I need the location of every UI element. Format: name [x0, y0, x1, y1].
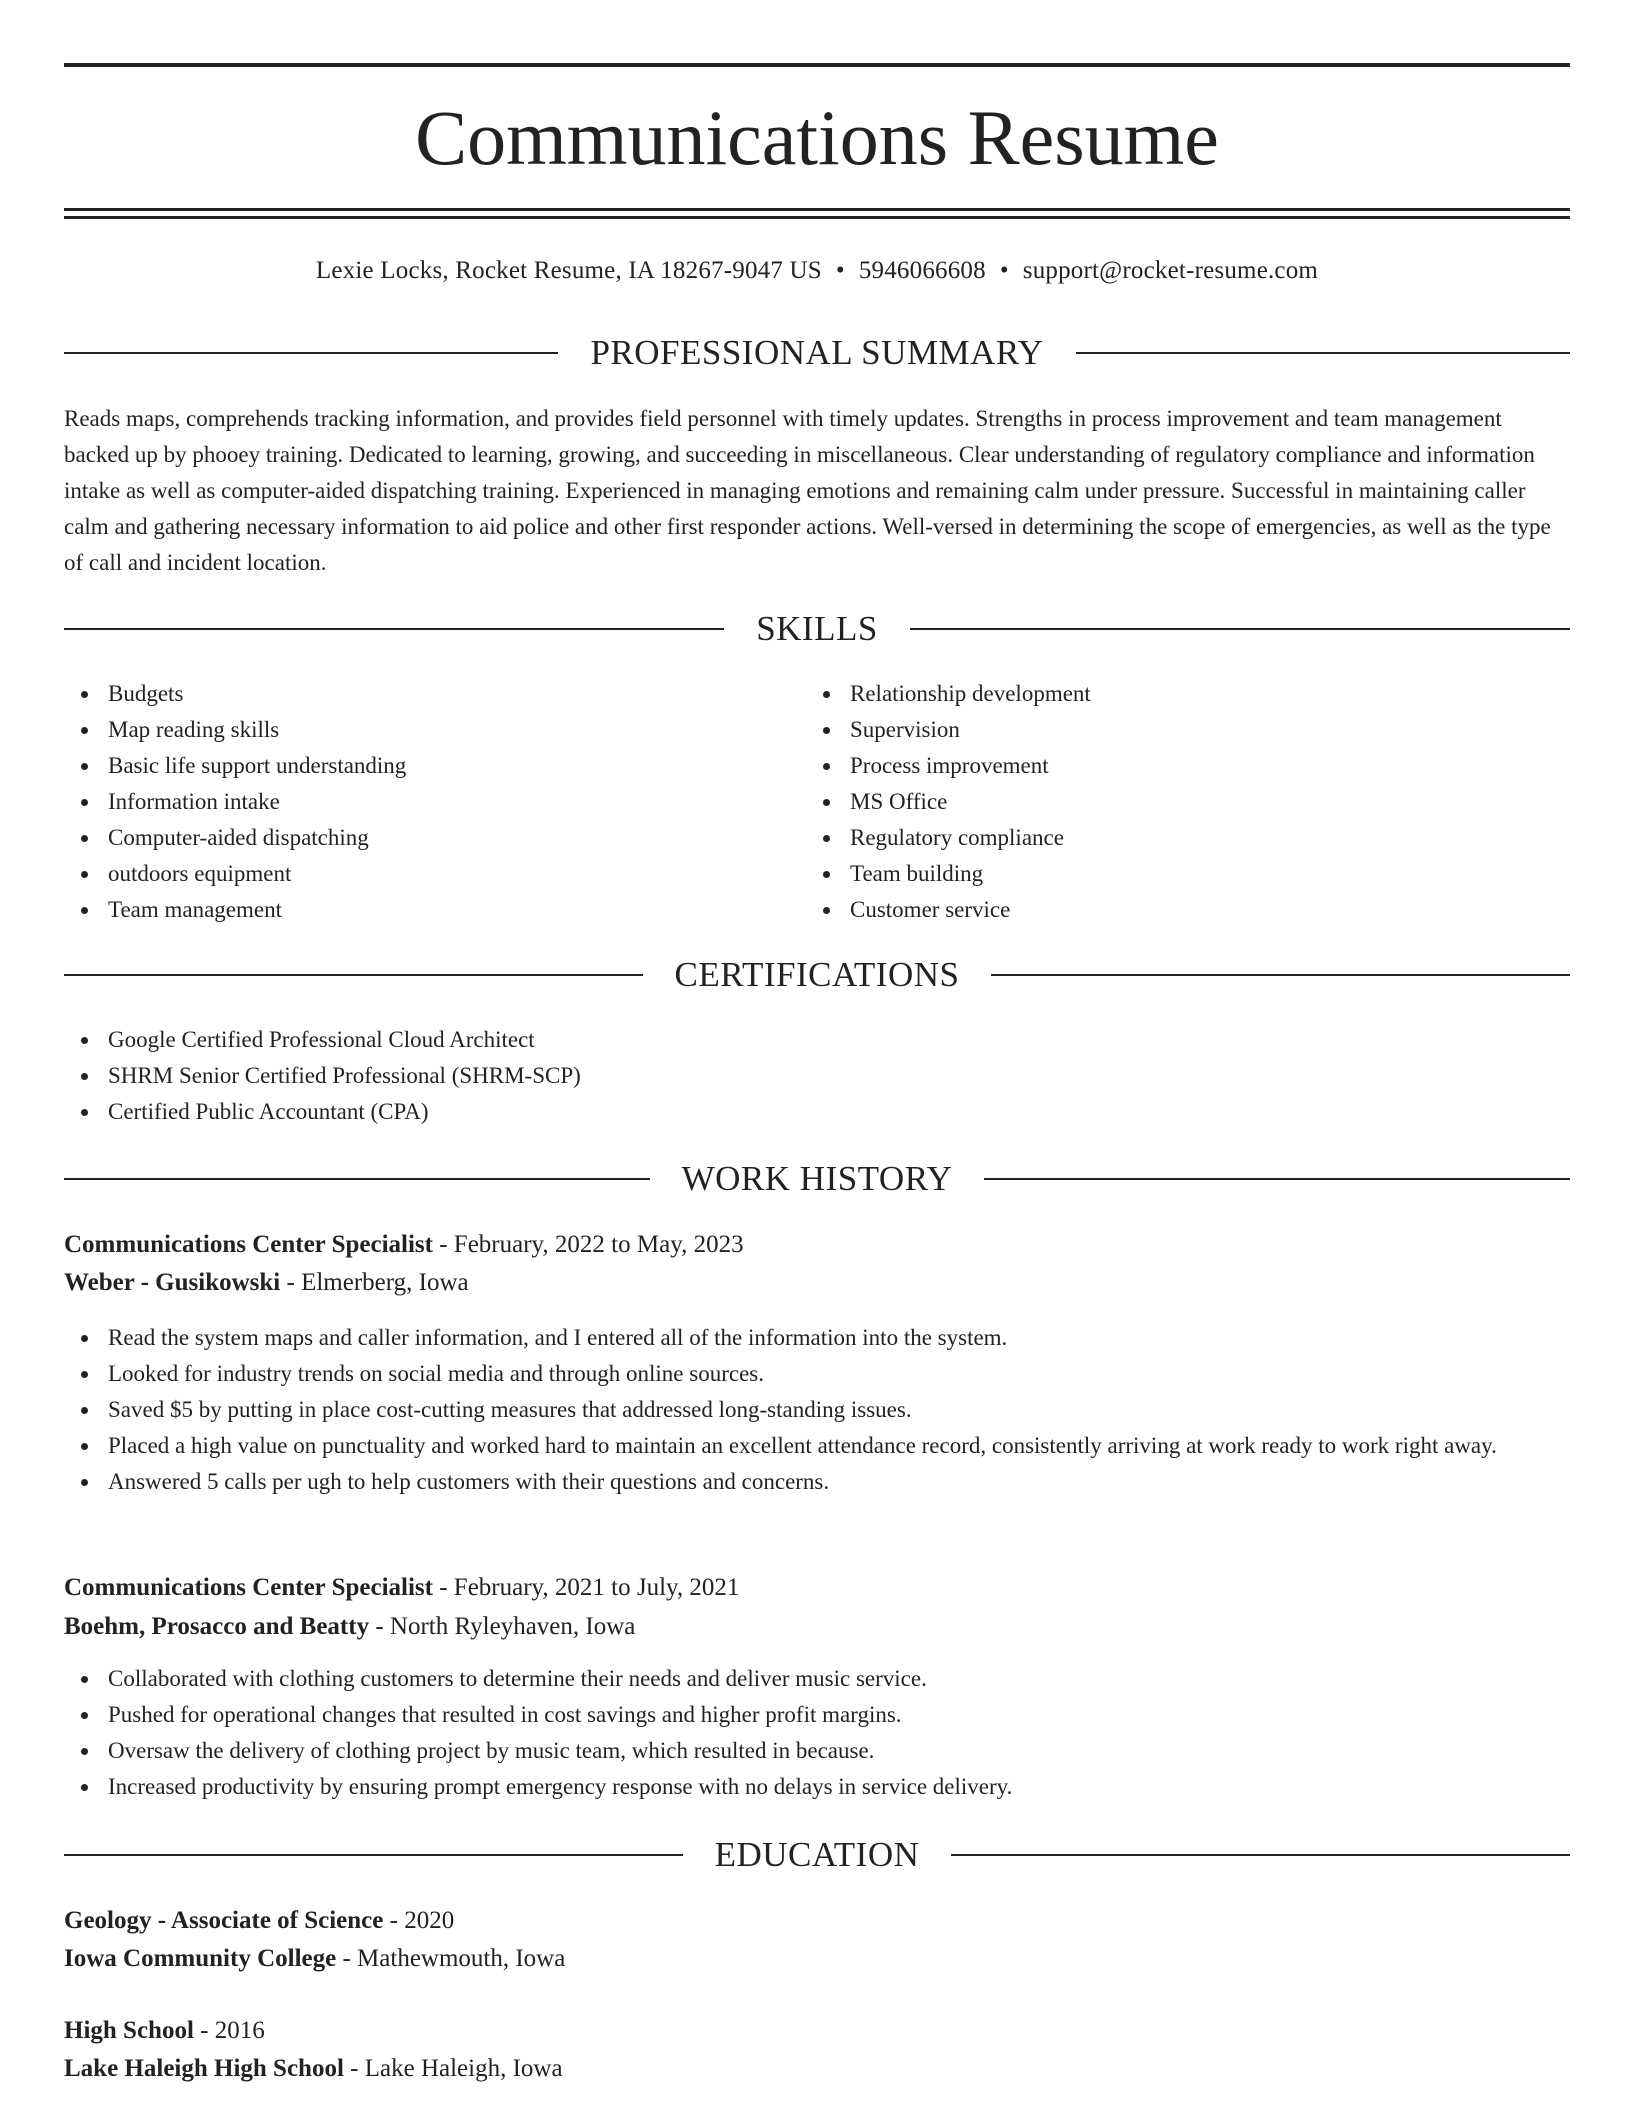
education-degree-line: [64, 1903, 1570, 1939]
certification-item: Google Certified Professional Cloud Architect: [64, 1022, 1570, 1058]
heading-rule-right: [951, 1854, 1570, 1856]
skill-item: Team management: [64, 892, 764, 928]
education-location: - Mathewmouth, Iowa: [336, 1945, 566, 1972]
heading-rule-right: [1076, 352, 1570, 354]
certifications-heading: [64, 953, 1570, 997]
title-double-rule-upper: [64, 208, 1570, 211]
skill-item: MS Office: [806, 784, 1566, 820]
job-bullets: [64, 1661, 1570, 1805]
job-company-line: [64, 1609, 1570, 1645]
certifications-list: [64, 1022, 1570, 1130]
contact-line: [64, 254, 1570, 288]
job-bullet: Increased productivity by ensuring prompt emergency response with no delays in service delivery.: [64, 1769, 1570, 1805]
top-rule: [64, 63, 1570, 67]
job-bullet: Placed a high value on punctuality and worked hard to maintain an excellent attendance record, consistently arriving at work ready to work right away.: [64, 1428, 1570, 1464]
skill-item: Supervision: [806, 712, 1566, 748]
heading-rule-right: [910, 628, 1570, 630]
education-location: - Lake Haleigh, Iowa: [343, 2055, 563, 2082]
job-bullet: Pushed for operational changes that resulted in cost savings and higher profit margins.: [64, 1697, 1570, 1733]
skill-item: Basic life support understanding: [64, 748, 764, 784]
skill-item: Customer service: [806, 892, 1566, 928]
job-location: - Elmerberg, Iowa: [280, 1269, 469, 1296]
skill-item: Relationship development: [806, 676, 1566, 712]
job-bullet: Oversaw the delivery of clothing project by music team, which resulted in because.: [64, 1733, 1570, 1769]
resume-title: Communications Resume: [415, 94, 1219, 181]
skills-heading: [64, 607, 1570, 651]
job-bullet: Answered 5 calls per ugh to help customers with their questions and concerns.: [64, 1464, 1570, 1500]
skill-item: Regulatory compliance: [806, 820, 1566, 856]
education-school-line: [64, 2051, 1570, 2087]
skill-item: Budgets: [64, 676, 764, 712]
job-bullet: Collaborated with clothing customers to determine their needs and deliver music service.: [64, 1661, 1570, 1697]
work-history-heading: [64, 1157, 1570, 1201]
job-company: Weber - Gusikowski: [64, 1269, 281, 1296]
heading-rule-left: [64, 974, 643, 976]
education-degree-line: [64, 2013, 1570, 2049]
skills-list-right: [806, 676, 1566, 928]
job-dates: - February, 2022 to May, 2023: [432, 1231, 744, 1258]
contact-separator: •: [999, 257, 1009, 284]
job-dates: - February, 2021 to July, 2021: [432, 1574, 740, 1601]
section-title: SKILLS: [756, 609, 878, 648]
education-degree: High School: [64, 2017, 194, 2044]
contact-separator: •: [835, 257, 845, 284]
certification-item: SHRM Senior Certified Professional (SHRM-SCP): [64, 1058, 1570, 1094]
job-company-line: [64, 1265, 1570, 1301]
skills-list-left: [64, 676, 764, 928]
job-bullet: Looked for industry trends on social media and through online sources.: [64, 1356, 1570, 1392]
job-title: Communications Center Specialist: [64, 1231, 433, 1258]
title-double-rule-lower: [64, 216, 1570, 219]
skill-item: Team building: [806, 856, 1566, 892]
job-title-line: [64, 1570, 1570, 1606]
certification-item: Certified Public Accountant (CPA): [64, 1094, 1570, 1130]
education-year: - 2020: [383, 1907, 455, 1934]
contact-address: Lexie Locks, Rocket Resume, IA 18267-9047 US: [315, 257, 822, 284]
contact-phone: 5946066608: [858, 257, 986, 284]
job-company: Boehm, Prosacco and Beatty: [64, 1613, 370, 1640]
education-year: - 2016: [193, 2017, 265, 2044]
skill-item: outdoors equipment: [64, 856, 764, 892]
contact-email: support@rocket-resume.com: [1022, 257, 1319, 284]
summary-heading: [64, 331, 1570, 375]
summary-text: Reads maps, comprehends tracking information, and provides field personnel with timely updates. Strengths in process improvement and team management backed up by phooey training. Dedicated to learning, growing, and succeeding in miscellaneous. Clear understanding of regulatory compliance and information intake as well as computer-aided dispatching training. Experienced in managing emotions and remaining calm under pressure. Successful in maintaining caller calm and gathering necessary information to aid police and other first responder actions. Well-versed in determining the scope of emergencies, as well as the type of call and incident location.: [64, 406, 1551, 575]
heading-rule-left: [64, 1854, 683, 1856]
education-school: Iowa Community College: [64, 1945, 337, 1972]
job-location: - North Ryleyhaven, Iowa: [369, 1613, 636, 1640]
heading-rule-right: [984, 1178, 1570, 1180]
heading-rule-left: [64, 1178, 650, 1180]
education-heading: [64, 1833, 1570, 1877]
education-school: Lake Haleigh High School: [64, 2055, 344, 2082]
skill-item: Information intake: [64, 784, 764, 820]
section-title: PROFESSIONAL SUMMARY: [590, 333, 1044, 372]
heading-rule-left: [64, 628, 724, 630]
education-degree: Geology - Associate of Science: [64, 1907, 384, 1934]
section-title: EDUCATION: [714, 1835, 920, 1874]
skill-item: Computer-aided dispatching: [64, 820, 764, 856]
education-school-line: [64, 1941, 1570, 1977]
section-title: CERTIFICATIONS: [674, 955, 960, 994]
skill-item: Process improvement: [806, 748, 1566, 784]
skill-item: Map reading skills: [64, 712, 764, 748]
job-bullets: [64, 1320, 1570, 1500]
heading-rule-right: [991, 974, 1570, 976]
section-title: WORK HISTORY: [681, 1159, 953, 1198]
job-bullet: Saved $5 by putting in place cost-cutting measures that addressed long-standing issues.: [64, 1392, 1570, 1428]
heading-rule-left: [64, 352, 558, 354]
job-bullet: Read the system maps and caller information, and I entered all of the information into the system.: [64, 1320, 1570, 1356]
job-title-line: [64, 1227, 1570, 1263]
job-title: Communications Center Specialist: [64, 1574, 433, 1601]
